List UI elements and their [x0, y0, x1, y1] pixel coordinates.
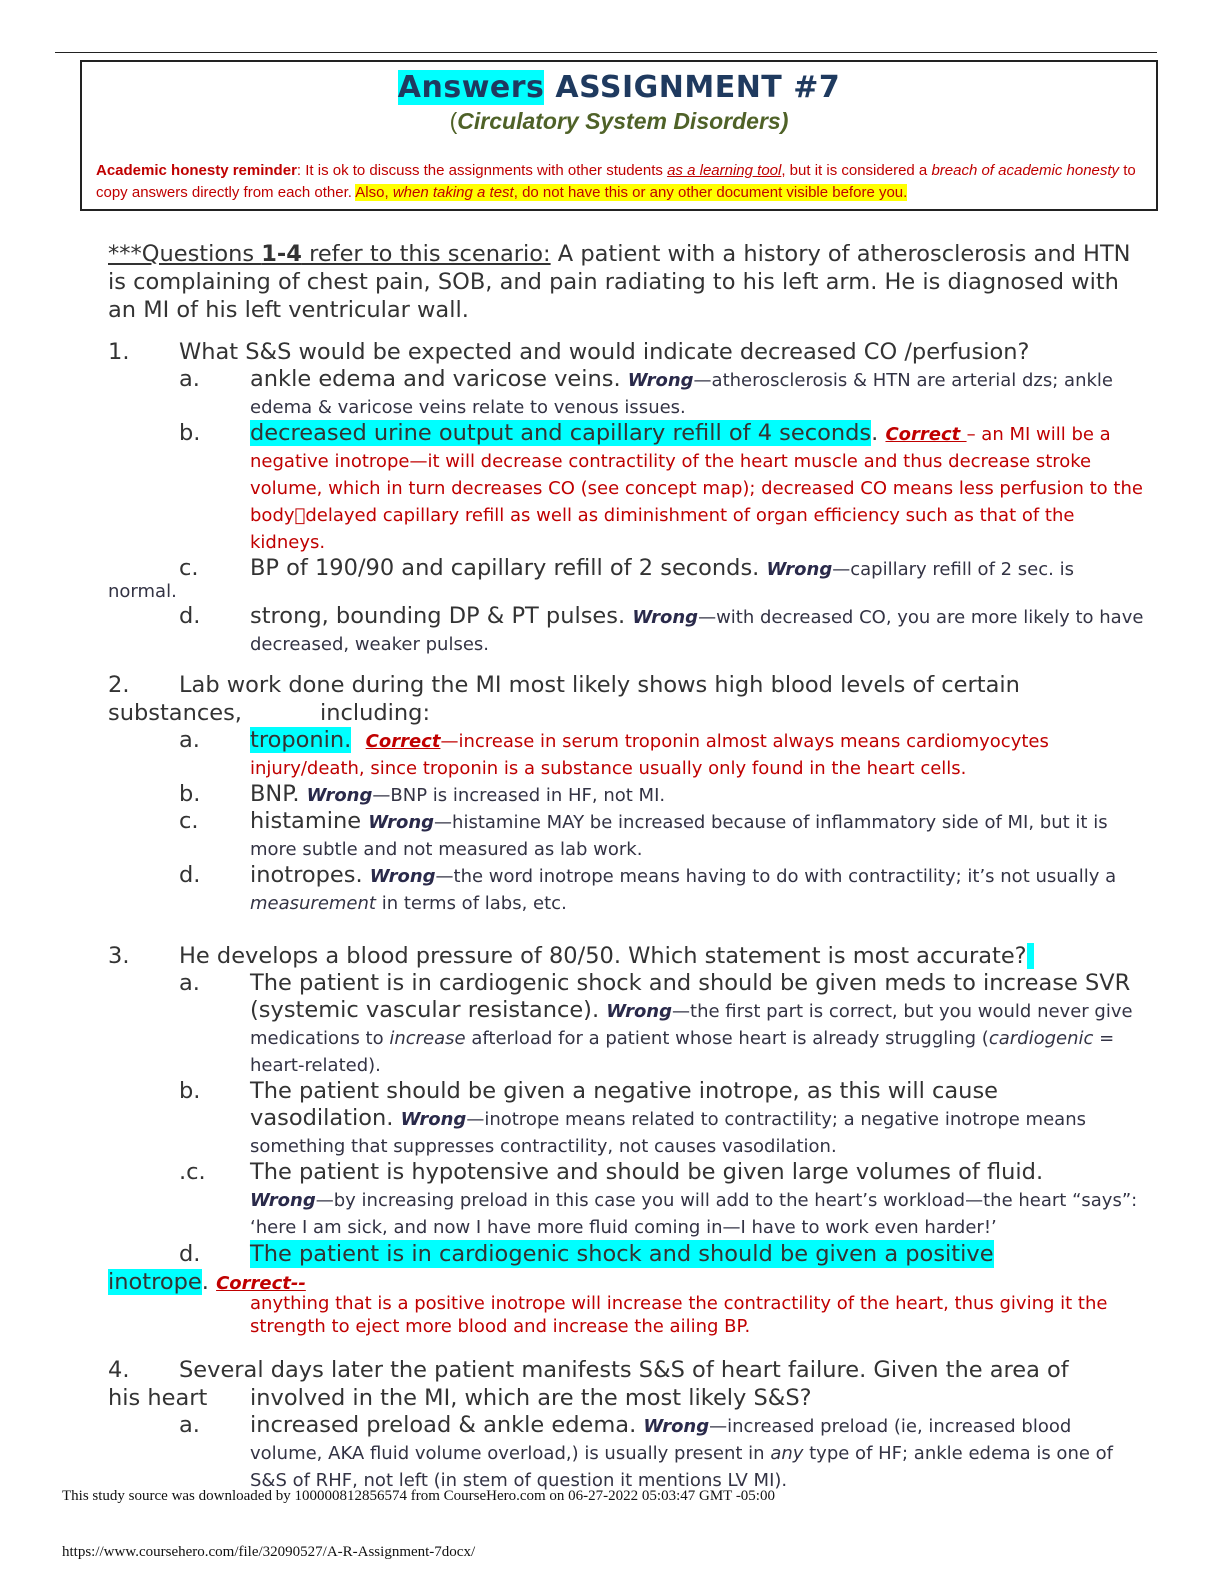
explanation-em: measurement: [250, 893, 376, 914]
question-2-line-2: [108, 699, 1148, 727]
page-title: [82, 70, 1156, 105]
q3-option-c: [108, 1159, 1148, 1240]
option-letter: a.: [179, 366, 200, 392]
explanation: —capillary refill of 2 sec. is: [832, 559, 1074, 580]
download-notice: This study source was downloaded by 100000812856574 from CourseHero.com on 06-27-2022 05:03:47 GMT -05:00: [62, 1488, 775, 1504]
option-punct: .: [201, 1269, 217, 1295]
q3-option-a: [108, 970, 1148, 1078]
subtitle-paren: (: [449, 108, 458, 134]
explanation-em-1: increase: [389, 1028, 466, 1049]
question-number: 4.: [108, 1357, 130, 1383]
scenario-prefix: ***Questions: [108, 241, 262, 267]
explanation-2: in terms of labs, etc.: [375, 893, 567, 914]
question-4-line-2: [108, 1384, 1148, 1412]
wrong-label: Wrong: [369, 866, 436, 887]
option-text: increased preload & ankle edema.: [250, 1412, 644, 1438]
option-letter: a.: [179, 1412, 200, 1438]
page-subtitle: [82, 108, 1156, 135]
honesty-reminder: [96, 160, 1146, 204]
honesty-text-3: , but it is considered a: [781, 162, 932, 179]
honesty-label: Academic honesty reminder: [96, 162, 297, 179]
option-letter: a.: [179, 727, 200, 753]
question-text: Several days later the patient manifests S&S of heart failure. Given the area of: [179, 1357, 1069, 1383]
correct-label: Correct--: [216, 1273, 306, 1294]
option-letter: d.: [179, 603, 201, 629]
question-text-2b: involved in the MI, which are the most likely S&S?: [250, 1385, 812, 1411]
q1-option-b: [108, 420, 1148, 555]
wrong-label: Wrong: [643, 1416, 710, 1437]
wrong-label: Wrong: [250, 1190, 316, 1211]
wrong-label: Wrong: [400, 1109, 467, 1130]
wrong-label: Wrong: [606, 1001, 673, 1022]
scenario: [108, 240, 1148, 324]
wrong-label: Wrong: [368, 812, 435, 833]
option-punct: .: [871, 420, 886, 446]
option-text: The patient is in cardiogenic shock and should be given a positive: [250, 1241, 994, 1267]
explanation: —the first part is correct, but you would never give medications to: [250, 1001, 1133, 1049]
scenario-suffix: refer to this scenario:: [301, 241, 551, 267]
option-text-2: inotrope: [108, 1269, 202, 1295]
option-letter: c.: [179, 555, 199, 581]
question-3: [108, 942, 1148, 970]
option-text: The patient should be given a negative inotrope, as this will cause vasodilation.: [250, 1078, 999, 1131]
option-letter: b.: [179, 1078, 201, 1104]
q3-option-b: [108, 1078, 1148, 1159]
question-1: [108, 338, 1148, 366]
explanation-em: any: [770, 1443, 804, 1464]
question-number: 2.: [108, 672, 130, 698]
option-text: The patient is in cardiogenic shock and should be given meds to increase SVR (systemic vascular resistance).: [250, 970, 1131, 1023]
honesty-highlight: [355, 184, 907, 201]
explanation: —by increasing preload in this case you will add to the heart’s workload—the heart “says”: ‘here I am sick, and now I have more fluid coming in—I have to work even harder!’: [250, 1190, 1138, 1238]
honesty-text-5: to copy answers directly from each other.: [96, 162, 1136, 201]
option-letter: .c.: [179, 1159, 206, 1185]
wrong-label: Wrong: [632, 607, 699, 628]
explanation: —increase in serum troponin almost always means cardiomyocytes injury/death, since troponin is a substance usually only found in the heart cells.: [250, 731, 1049, 779]
explanation: —inotrope means related to contractility; a negative inotrope means something that suppresses contractility, not causes vasodilation.: [250, 1109, 1086, 1157]
question-text: Lab work done during the MI most likely shows high blood levels of certain: [179, 672, 1020, 698]
question-number: 3.: [108, 943, 130, 969]
q2-option-d: [108, 862, 1148, 916]
explanation-em-2: cardiogenic: [988, 1028, 1094, 1049]
header-box: [80, 60, 1158, 211]
correct-label: Correct: [365, 731, 441, 752]
question-text-2b: including:: [320, 700, 431, 726]
answer-content: [108, 240, 1148, 1493]
title-highlight: Answers: [397, 70, 545, 105]
question-number: 1.: [108, 339, 130, 365]
option-letter: d.: [179, 862, 201, 888]
question-2: [108, 671, 1148, 699]
explanation: —atherosclerosis & HTN are arterial dzs; ankle edema & varicose veins relate to venous issues.: [250, 370, 1113, 418]
option-letter: b.: [179, 420, 201, 446]
option-text: decreased urine output and capillary refill of 4 seconds: [250, 420, 872, 446]
option-text: The patient is hypotensive and should be given large volumes of fluid.: [250, 1159, 1044, 1185]
wrong-label: Wrong: [306, 785, 373, 806]
wrong-label: Wrong: [766, 559, 833, 580]
option-text: inotropes.: [250, 862, 370, 888]
question-text: What S&S would be expected and would indicate decreased CO /perfusion?: [179, 339, 1030, 365]
q1-option-d: [108, 603, 1148, 657]
option-text: BP of 190/90 and capillary refill of 2 seconds.: [250, 555, 767, 581]
scenario-range: 1-4: [261, 241, 302, 267]
option-letter: c.: [179, 808, 199, 834]
explanation-3: = heart-related).: [250, 1028, 1115, 1076]
subtitle-text: Circulatory System Disorders): [457, 108, 789, 134]
explanation-2: afterload for a patient whose heart is already struggling (: [465, 1028, 989, 1049]
explanation: —histamine MAY be increased because of inflammatory side of MI, but it is more subtle and not measured as lab work.: [250, 812, 1108, 860]
question-text-2a: substances,: [108, 700, 242, 726]
option-text: histamine: [250, 808, 369, 834]
honesty-text-7: when taking a test: [392, 184, 514, 201]
wrong-label: Wrong: [627, 370, 694, 391]
q2-option-b: [108, 781, 1148, 808]
option-text: BNP.: [250, 781, 307, 807]
q1-c-tail: normal.: [108, 581, 177, 602]
source-url[interactable]: https://www.coursehero.com/file/32090527/A-R-Assignment-7docx/: [62, 1544, 476, 1560]
correct-label: Correct: [885, 424, 967, 445]
q3-d-explanation: anything that is a positive inotrope will increase the contractility of the heart, thus giving it the strength to eject more blood and increase the ailing BP.: [250, 1293, 1108, 1337]
honesty-text-1: : It is ok to discuss the assignments with other students: [296, 162, 668, 179]
q1-option-c: [108, 555, 1148, 582]
explanation: —increased preload (ie, increased blood volume, AKA fluid volume overload,) is usually present in: [250, 1416, 1072, 1464]
option-letter: d.: [179, 1241, 201, 1267]
question-text-2a: his heart: [108, 1385, 208, 1411]
option-text: ankle edema and varicose veins.: [250, 366, 628, 392]
scenario-text: A patient with a history of atherosclerosis and HTN is complaining of chest pain, SOB, and pain radiating to his left arm. He is diagnosed with an MI of his left ventricular wall.: [108, 241, 1131, 323]
explanation: —the word inotrope means having to do with contractility; it’s not usually a: [435, 866, 1117, 887]
option-letter: b.: [179, 781, 201, 807]
question-4: [108, 1356, 1148, 1384]
q2-option-a: [108, 727, 1148, 781]
title-rest: ASSIGNMENT #7: [544, 70, 841, 105]
q4-option-a: [108, 1412, 1148, 1493]
honesty-text-8: , do not have this or any other document visible before you.: [513, 184, 908, 201]
top-rule: [55, 52, 1157, 53]
option-text: strong, bounding DP & PT pulses.: [250, 603, 633, 629]
explanation-2: type of HF; ankle edema is one of S&S of RHF, not left (in stem of question it mentions LV MI).: [250, 1443, 1113, 1491]
explanation: – an MI will be a negative inotrope—it will decrease contractility of the heart muscle and thus decrease stroke volume, which in turn decreases CO (see concept map); decreased CO means less perfusion to the body delayed capillary refill as well as diminishment of organ efficiency such as that of the kidneys.: [250, 424, 1143, 553]
q2-option-c: [108, 808, 1148, 862]
q3-option-d: [108, 1240, 1148, 1268]
explanation: —BNP is increased in HF, not MI.: [372, 785, 666, 806]
option-letter: a.: [179, 970, 200, 996]
honesty-text-4: breach of academic honesty: [931, 162, 1120, 179]
option-text: troponin.: [250, 727, 352, 753]
honesty-text-6: Also,: [355, 184, 393, 201]
honesty-text-2: as a learning tool: [667, 162, 782, 179]
q1-option-a: [108, 366, 1148, 420]
question-text: He develops a blood pressure of 80/50. Which statement is most accurate?: [179, 943, 1027, 969]
explanation: —with decreased CO, you are more likely to have decreased, weaker pulses.: [250, 607, 1144, 655]
